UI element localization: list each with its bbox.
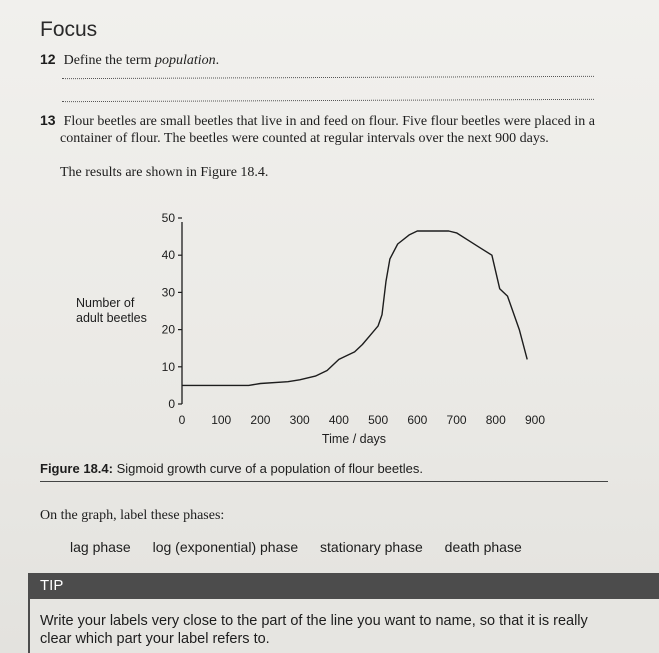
- x-tick-label: 500: [368, 413, 389, 427]
- x-tick-label: 200: [250, 413, 271, 427]
- y-tick-label: 10: [161, 359, 175, 374]
- y-tick-label: 20: [161, 322, 175, 337]
- question-12-end: .: [215, 53, 220, 68]
- y-tick-label: 30: [161, 285, 175, 300]
- phase-log: log (exponential) phase: [152, 539, 299, 555]
- y-tick-label: 50: [161, 211, 175, 225]
- results-statement: The results are shown in Figure 18.4.: [60, 165, 269, 180]
- y-axis-label-line-1: Number of: [76, 296, 135, 310]
- question-12-term: population: [154, 53, 216, 68]
- population-curve: [182, 231, 527, 385]
- phase-stationary: stationary phase: [320, 539, 423, 555]
- y-tick-label: 40: [161, 248, 175, 263]
- y-ticks: [162, 211, 182, 411]
- question-12-number: 12: [40, 51, 56, 67]
- instruction-text: On the graph, label these phases:: [40, 508, 225, 523]
- tip-header: TIP: [28, 573, 659, 599]
- x-tick-label: 800: [485, 413, 506, 427]
- figure-caption-text: Sigmoid growth curve of a population of flour beetles.: [112, 461, 423, 476]
- x-tick-label: 100: [211, 413, 232, 427]
- figure-caption: [40, 461, 423, 476]
- question-12-text: Define the term: [63, 53, 155, 68]
- question-13-line-2: container of flour. The beetles were counted at regular intervals over the next 900 days.: [60, 131, 549, 146]
- x-tick-label: 600: [407, 413, 428, 427]
- figure-label: Figure 18.4:: [40, 461, 113, 476]
- x-tick-label: 300: [289, 413, 310, 427]
- x-tick-label: 900: [524, 413, 546, 427]
- x-tick-label: 400: [328, 413, 349, 427]
- x-tick-label: 700: [446, 413, 467, 427]
- section-heading: Focus: [40, 18, 98, 41]
- x-axis-label: Time / days: [321, 432, 387, 446]
- x-tick-label: 0: [178, 413, 186, 427]
- phase-lag: lag phase: [70, 539, 131, 555]
- question-13-number: 13: [40, 112, 56, 128]
- caption-divider: [40, 481, 608, 482]
- phase-list: [70, 539, 540, 555]
- y-axis-label: [76, 296, 147, 325]
- x-ticks: [179, 413, 546, 427]
- tip-text: Write your labels very close to the part of the line you want to name, so that it is really clear which part your label refers to.: [40, 613, 588, 647]
- phase-death: death phase: [444, 539, 522, 555]
- question-13-line-1: Flour beetles are small beetles that live in and feed on flour. Five flour beetles were placed in a: [63, 114, 596, 129]
- y-tick-label: 0: [168, 397, 175, 411]
- y-axis-label-line-2: adult beetles: [76, 311, 147, 325]
